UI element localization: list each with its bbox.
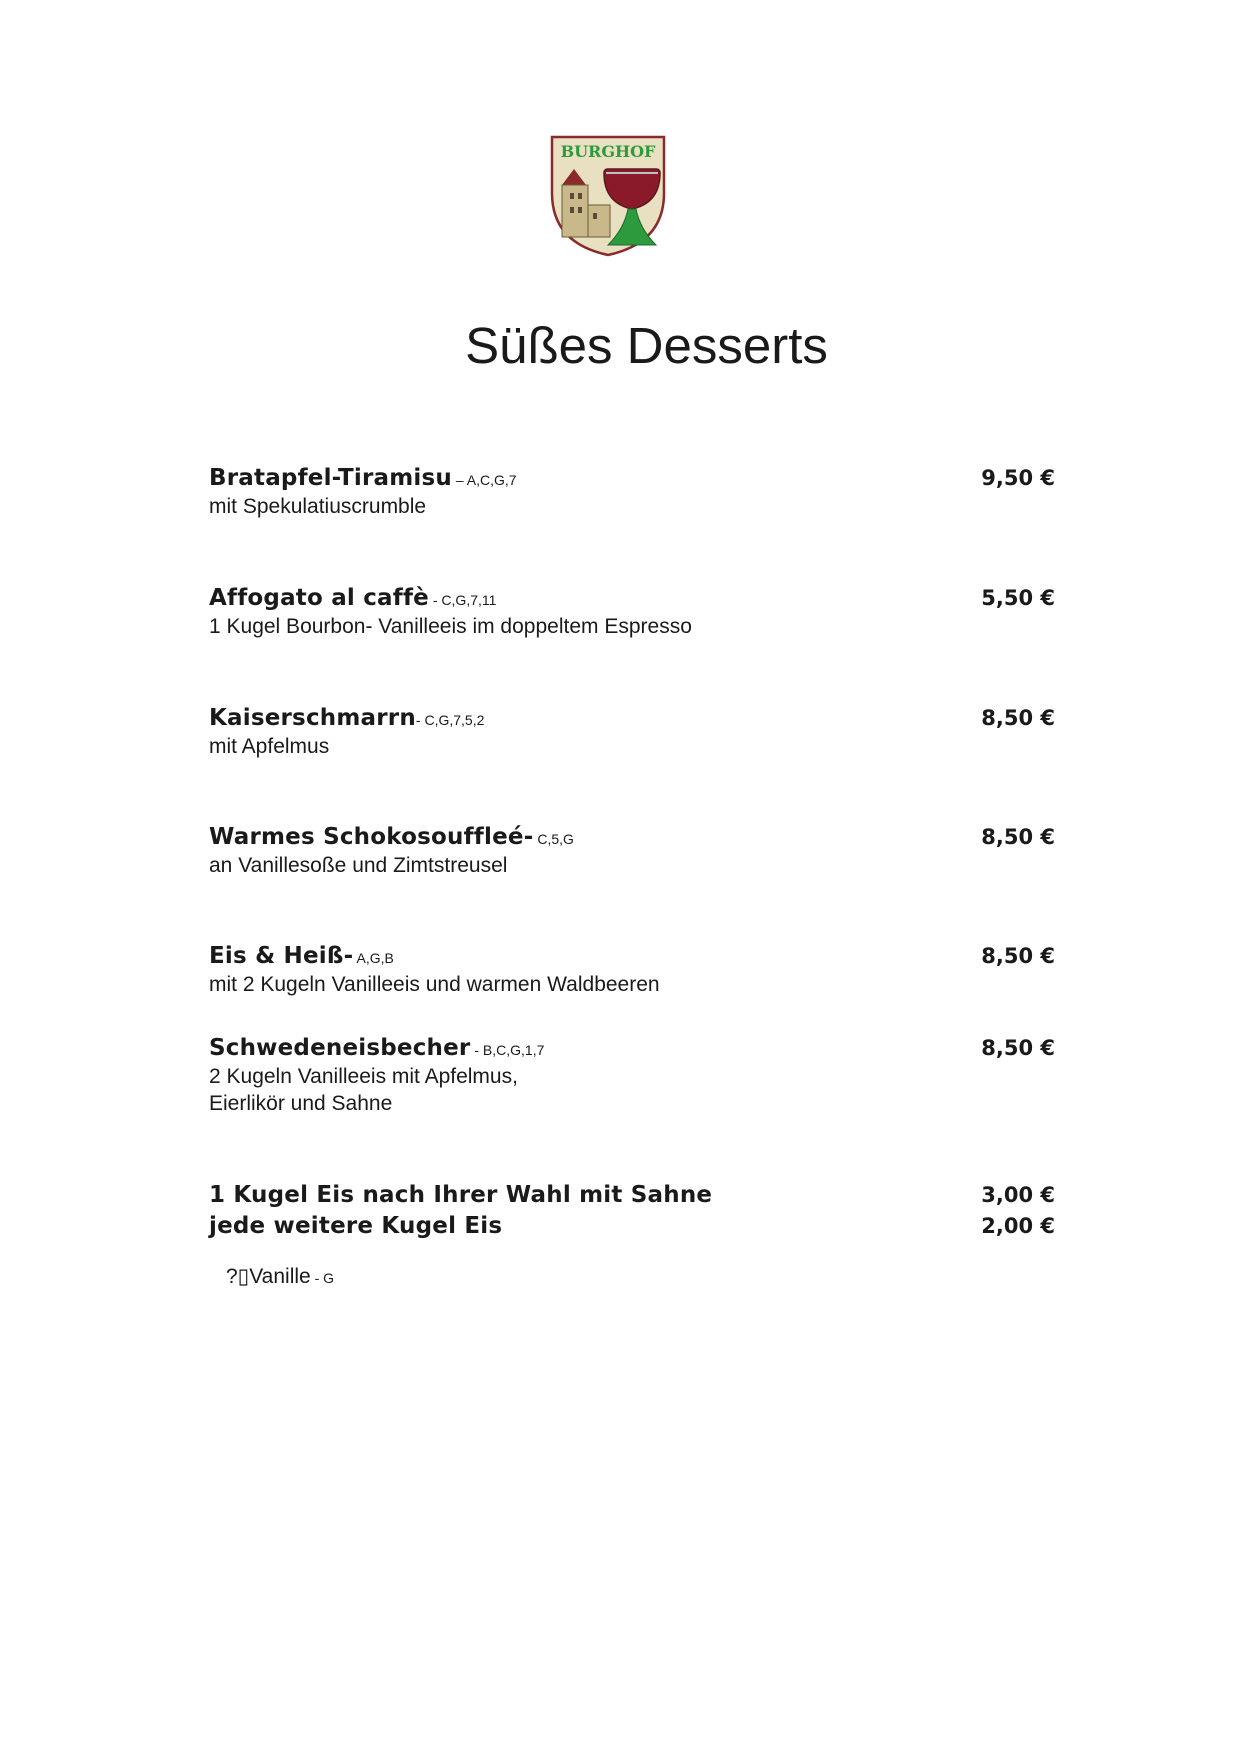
item-price: 8,50 € — [981, 825, 1055, 849]
ice-cream-line — [209, 1180, 1055, 1210]
item-description: an Vanillesoße und Zimtstreusel — [209, 854, 508, 877]
ice-cream-name: 1 Kugel Eis nach Ihrer Wahl mit Sahne — [209, 1182, 713, 1208]
item-description: 1 Kugel Bourbon- Vanilleeis im doppeltem Espresso — [209, 615, 692, 638]
item-price: 8,50 € — [981, 944, 1055, 968]
ice-cream-price: 3,00 € — [981, 1183, 1055, 1207]
item-name: Schwedeneisbecher — [209, 1035, 471, 1061]
menu-item — [209, 1033, 1055, 1117]
item-description: 2 Kugeln Vanilleeis mit Apfelmus, — [209, 1065, 518, 1088]
menu-item — [209, 703, 1055, 760]
item-price: 8,50 € — [981, 1036, 1055, 1060]
item-price: 9,50 € — [981, 466, 1055, 490]
item-allergens: - C,G,7,11 — [428, 592, 497, 608]
ice-cream-name: jede weitere Kugel Eis — [209, 1213, 503, 1239]
item-allergens: - C,G,7,5,2 — [415, 712, 485, 728]
item-description: Eierlikör und Sahne — [209, 1092, 393, 1115]
item-name: Bratapfel-Tiramisu — [209, 465, 452, 491]
menu-item — [209, 941, 1055, 998]
item-allergens: – A,C,G,7 — [451, 472, 517, 488]
item-allergens: - B,C,G,1,7 — [470, 1042, 545, 1058]
item-allergens: C,5,G — [533, 831, 574, 847]
item-description: mit Spekulatiuscrumble — [209, 495, 427, 518]
item-name: Warmes Schokosouffleé- — [209, 824, 534, 850]
item-price: 8,50 € — [981, 706, 1055, 730]
item-allergens: A,G,B — [353, 950, 394, 966]
svg-text:BURGHOF: BURGHOF — [560, 142, 656, 161]
item-name: Kaiserschmarrn — [209, 705, 416, 731]
burghof-logo — [548, 133, 668, 259]
item-description: mit Apfelmus — [209, 735, 330, 758]
menu-item — [209, 822, 1055, 879]
page-title: Süßes Desserts — [465, 317, 828, 374]
flavor-note — [226, 1263, 334, 1292]
item-name: Eis & Heiß- — [209, 943, 354, 969]
menu-item — [209, 583, 1055, 640]
ice-cream-line — [209, 1211, 1055, 1241]
ice-cream-price: 2,00 € — [981, 1214, 1055, 1238]
item-description: mit 2 Kugeln Vanilleeis und warmen Waldbeeren — [209, 973, 660, 996]
item-name: Affogato al caffè — [209, 585, 429, 611]
flavor-allergens: - G — [310, 1270, 335, 1286]
flavor-text: ?▯Vanille — [226, 1265, 311, 1288]
menu-item — [209, 463, 1055, 520]
item-price: 5,50 € — [981, 586, 1055, 610]
